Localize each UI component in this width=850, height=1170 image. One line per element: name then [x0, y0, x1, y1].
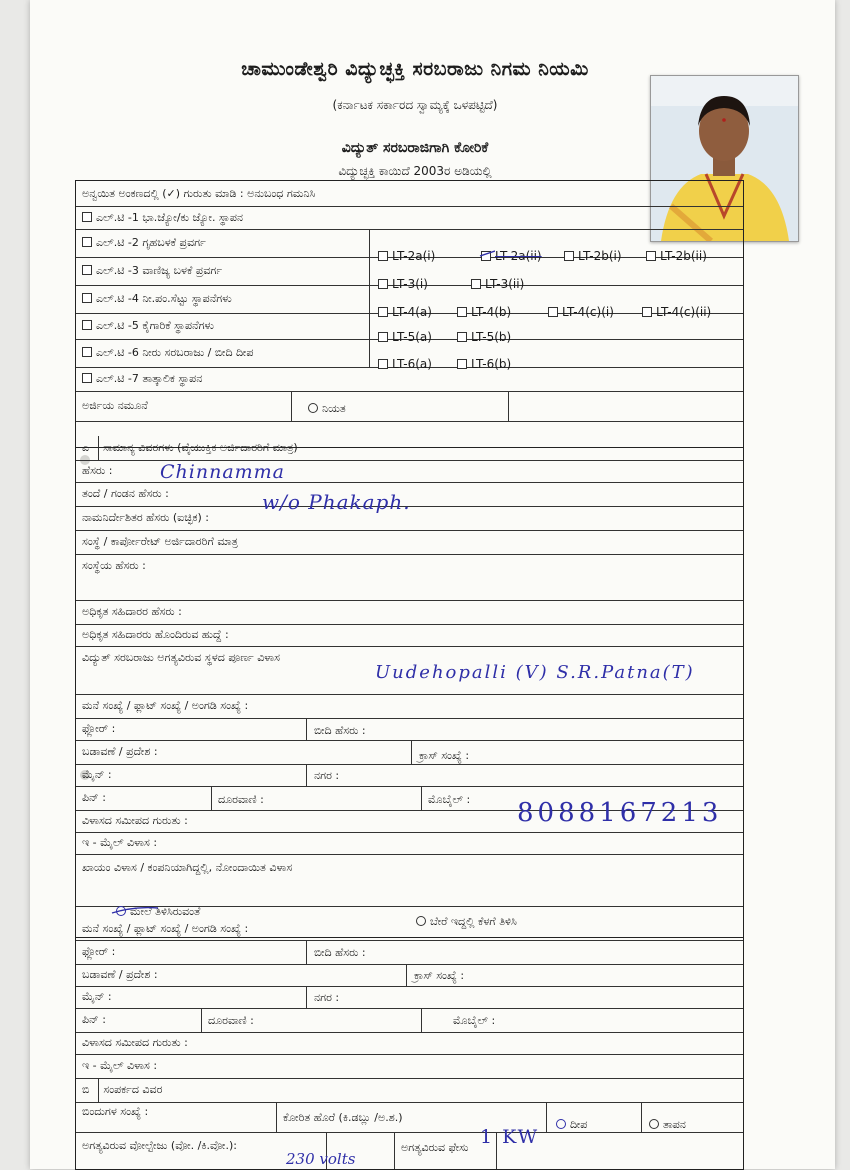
- voltage-value[interactable]: 230 volts: [286, 1150, 356, 1168]
- perm-cross-label: ಕ್ರಾಸ್ ಸಂಖ್ಯೆ :: [414, 969, 465, 982]
- org-subtitle: (ಕರ್ನಾಟಕ ಸರ್ಕಾರದ ಸ್ವಾಮ್ಯಕ್ಕೆ ಒಳಪಟ್ಟಿದೆ): [332, 98, 498, 112]
- category-lt6[interactable]: [82, 346, 253, 360]
- category-lt7[interactable]: [82, 372, 202, 386]
- perm-pin-label: ಪಿನ್ :: [82, 1013, 106, 1026]
- floor-label: ಫ್ಲೋರ್ :: [82, 722, 116, 735]
- load-value[interactable]: 1 KW: [480, 1126, 540, 1148]
- lt4c-i-option[interactable]: LT-4(c)(i): [548, 305, 614, 319]
- perm-main-label: ಮೈನ್ :: [82, 990, 112, 1003]
- lt7-checkbox[interactable]: [82, 373, 92, 383]
- category-instruction: ಅನ್ವಯಿತ ಅಂಕಣದಲ್ಲಿ (✓) ಗುರುತು ಮಾಡಿ : ಅನುಬಂಧ ಗಮನಿಸಿ: [82, 186, 316, 200]
- category-lt2[interactable]: [82, 236, 206, 250]
- lt2a-i-option[interactable]: LT-2a(i): [378, 249, 435, 263]
- lt7-label: ಎಲ್.ಟಿ -7 ತಾತ್ಕಾಲಿಕ ಸ್ಥಾಪನ: [96, 372, 203, 385]
- category-lt1[interactable]: [82, 211, 243, 225]
- lt2b-i-option[interactable]: LT-2b(i): [564, 249, 622, 263]
- mobile-label: ಮೊಬೈಲ್ :: [428, 793, 471, 806]
- category-lt4[interactable]: [82, 292, 232, 306]
- section-a-marker: ಎ: [82, 441, 90, 454]
- lt6b-option[interactable]: LT-6(b): [457, 357, 511, 371]
- section-b-title: ಸಂಪರ್ಕದ ವಿವರ: [103, 1083, 163, 1096]
- application-type-regular[interactable]: [308, 402, 346, 416]
- auth-post-label: ಅಧಿಕೃತ ಸಹಿದಾರರು ಹೊಂದಿರುವ ಹುದ್ದೆ :: [82, 628, 229, 641]
- lt4b-option[interactable]: LT-4(b): [457, 305, 511, 319]
- email-label: ಇ - ಮೈಲ್ ವಿಳಾಸ :: [82, 836, 158, 849]
- lt5-checkbox[interactable]: [82, 320, 92, 330]
- supply-address-label: ವಿದ್ಯುತ್ ಸರಬರಾಜು ಅಗತ್ಯವಿರುವ ಸ್ಥಳದ ಪೂರ್ಣ ವಿಳಾಸ: [82, 651, 280, 664]
- fee-label: ಅಗತ್ಯವಿರುವ ಫೇಸು: [401, 1141, 469, 1154]
- lt6-checkbox[interactable]: [82, 347, 92, 357]
- pin-label: ಪಿನ್ :: [82, 791, 106, 804]
- father-value[interactable]: w/o Phakaph.: [262, 490, 411, 514]
- section-b-marker: ಬಿ: [82, 1083, 90, 1096]
- perm-landmark-label: ವಿಳಾಸದ ಸಮೀಪದ ಗುರುತು :: [82, 1036, 188, 1049]
- lt5a-option[interactable]: LT-5(a): [378, 330, 432, 344]
- lt2a-ii-option[interactable]: LT-2a(ii): [481, 249, 542, 263]
- name-label: ಹೆಸರು :: [82, 464, 113, 477]
- lt2b-ii-option[interactable]: LT-2b(ii): [646, 249, 707, 263]
- mobile-value[interactable]: 8088167213: [517, 798, 723, 828]
- street-label: ಬೀದಿ ಹೆಸರು :: [314, 724, 366, 737]
- lt6a-option[interactable]: LT-6(a): [378, 357, 432, 371]
- perm-street-label: ಬೀದಿ ಹೆಸರು :: [314, 946, 366, 959]
- perm-area-label: ಬಡಾವಣೆ / ಪ್ರದೇಶ :: [82, 968, 158, 981]
- perm-email-label: ಇ - ಮೈಲ್ ವಿಳಾಸ :: [82, 1059, 158, 1072]
- perm-address-label: ಖಾಯಂ ವಿಳಾಸ / ಕಂಪನಿಯಾಗಿದ್ದಲ್ಲಿ, ನೋಂದಾಯಿತ ವಿಳಾಸ: [82, 861, 293, 874]
- father-label: ತಂದೆ / ಗಂಡನ ಹೆಸರು :: [82, 487, 169, 500]
- perm-house-label: ಮನೆ ಸಂಖ್ಯೆ / ಫ್ಲಾಟ್ ಸಂಖ್ಯೆ / ಅಂಗಡಿ ಸಂಖ್ಯೆ :: [82, 922, 249, 935]
- house-label: ಮನೆ ಸಂಖ್ಯೆ / ಫ್ಲಾಟ್ ಸಂಖ್ಯೆ / ಅಂಗಡಿ ಸಂಖ್ಯೆ :: [82, 699, 249, 712]
- lt1-checkbox[interactable]: [82, 212, 92, 222]
- nominee-label: ನಾಮನಿರ್ದೇಶಿತರ ಹೆಸರು (ಐಚ್ಛಿಕ) :: [82, 511, 209, 524]
- lt3-label: ಎಲ್.ಟಿ -3 ವಾಣಿಜ್ಯ ಬಳಕೆ ಪ್ರವರ್ಗ: [96, 264, 223, 277]
- category-lt5[interactable]: [82, 319, 214, 333]
- light-option[interactable]: ದೀಪ: [556, 1118, 587, 1132]
- perm-mobile-label: ಮೊಬೈಲ್ :: [453, 1014, 496, 1027]
- voltage-label: ಅಗತ್ಯವಿರುವ ವೋಲ್ಟೇಜು (ವೋ. /ಕಿ.ವೋ.):: [82, 1139, 237, 1152]
- form-sheet: [30, 0, 835, 1169]
- perm-city-label: ನಗರ :: [314, 991, 340, 1004]
- points-label: ಬಿಂದುಗಳ ಸಂಖ್ಯೆ :: [82, 1105, 149, 1118]
- lt1-label: ಎಲ್.ಟಿ -1 ಭಾ.ಜ್ಯೋ/ಕು ಜ್ಯೋ. ಸ್ಥಾಪನ: [96, 210, 244, 224]
- lt6-label: ಎಲ್.ಟಿ -6 ನೀರು ಸರಬರಾಜು / ಬೀದಿ ದೀಪ: [96, 346, 254, 359]
- category-table: [75, 180, 744, 448]
- corporate-label: ಸಂಸ್ಥೆ / ಕಾರ್ಪೋರೇಟ್ ಅರ್ಜಿದಾರರಿಗೆ ಮಾತ್ರ: [82, 535, 238, 548]
- lt2-checkbox[interactable]: [82, 237, 92, 247]
- lt4-label: ಎಲ್.ಟಿ -4 ನೀ.ಪಂ.ಸೆಟ್ಟು ಸ್ಥಾಪನೆಗಳು: [96, 292, 232, 305]
- perm-floor-label: ಫ್ಲೋರ್ :: [82, 945, 116, 958]
- perm-address-table: [75, 918, 744, 1170]
- other-address-option[interactable]: ಬೇರೆ ಇದ್ದಲ್ಲಿ ಕೆಳಗೆ ತಿಳಿಸಿ: [416, 915, 517, 929]
- supply-address-value[interactable]: Uudehopalli (V) S.R.Patna(T): [375, 662, 695, 683]
- perm-phone-label: ದೂರವಾಣಿ :: [208, 1014, 254, 1027]
- name-value[interactable]: Chinnamma: [160, 461, 286, 483]
- org-name: ಚಾಮುಂಡೇಶ್ವರಿ ವಿದ್ಯುಚ್ಛಕ್ತಿ ಸರಬರಾಜು ನಿಗಮ ನಿಯಮಿ: [241, 58, 589, 80]
- lt3-i-option[interactable]: LT-3(i): [378, 277, 428, 291]
- application-type-label: ಅರ್ಜಿಯ ನಮೂನೆ: [82, 399, 148, 412]
- city-label: ನಗರ :: [314, 769, 340, 782]
- landmark-label: ವಿಳಾಸದ ಸಮೀಪದ ಗುರುತು :: [82, 814, 188, 827]
- category-lt3[interactable]: [82, 264, 222, 278]
- phone-label: ದೂರವಾಣಿ :: [218, 793, 264, 806]
- lt4a-option[interactable]: LT-4(a): [378, 305, 432, 319]
- lt5-label: ಎಲ್.ಟಿ -5 ಕೈಗಾರಿಕೆ ಸ್ಥಾಪನೆಗಳು: [96, 319, 215, 332]
- application-type-option: ನಿಯತ: [322, 402, 346, 415]
- auth-name-label: ಅಧಿಕೃತ ಸಹಿದಾರರ ಹೆಸರು :: [82, 605, 182, 618]
- load-label: ಕೋರಿತ ಹೊರೆ (ಕಿ.ಡಬ್ಲು /ಅ.ಶ.): [283, 1111, 403, 1124]
- lt4-checkbox[interactable]: [82, 293, 92, 303]
- main-label: ಮೈನ್ :: [82, 768, 112, 781]
- lt4c-ii-option[interactable]: LT-4(c)(ii): [642, 305, 711, 319]
- area-label: ಬಡಾವಣೆ / ಪ್ರದೇಶ :: [82, 745, 158, 758]
- lt5b-option[interactable]: LT-5(b): [457, 330, 511, 344]
- lt2-label: ಎಲ್.ಟಿ -2 ಗೃಹಬಳಕೆ ಪ್ರವರ್ಗ: [96, 236, 206, 249]
- lt3-ii-option[interactable]: LT-3(ii): [471, 277, 524, 291]
- section-a-title: ಸಾಮಾನ್ಯ ವಿವರಗಳು (ವೈಯುಕ್ತಿಕ ಅರ್ಜಿದಾರರಿಗೆ ಮಾತ್ರ): [103, 441, 298, 454]
- cross-label: ಕ್ರಾಸ್ ಸಂಖ್ಯೆ :: [419, 749, 470, 762]
- form-act: ವಿದ್ಯುಚ್ಛಕ್ತಿ ಕಾಯಿದೆ 2003ರ ಅಡಿಯಲ್ಲಿ: [338, 164, 492, 178]
- heat-option[interactable]: ತಾಪನ: [649, 1118, 686, 1132]
- lt3-checkbox[interactable]: [82, 265, 92, 275]
- same-as-above-option[interactable]: ಮೇಲೆ ತಿಳಿಸಿರುವಂತೆ: [116, 905, 200, 919]
- org-name-label: ಸಂಸ್ಥೆಯ ಹೆಸರು :: [82, 559, 146, 572]
- form-title: ವಿದ್ಯುತ್ ಸರಬರಾಜಿಗಾಗಿ ಕೋರಿಕೆ: [341, 140, 489, 156]
